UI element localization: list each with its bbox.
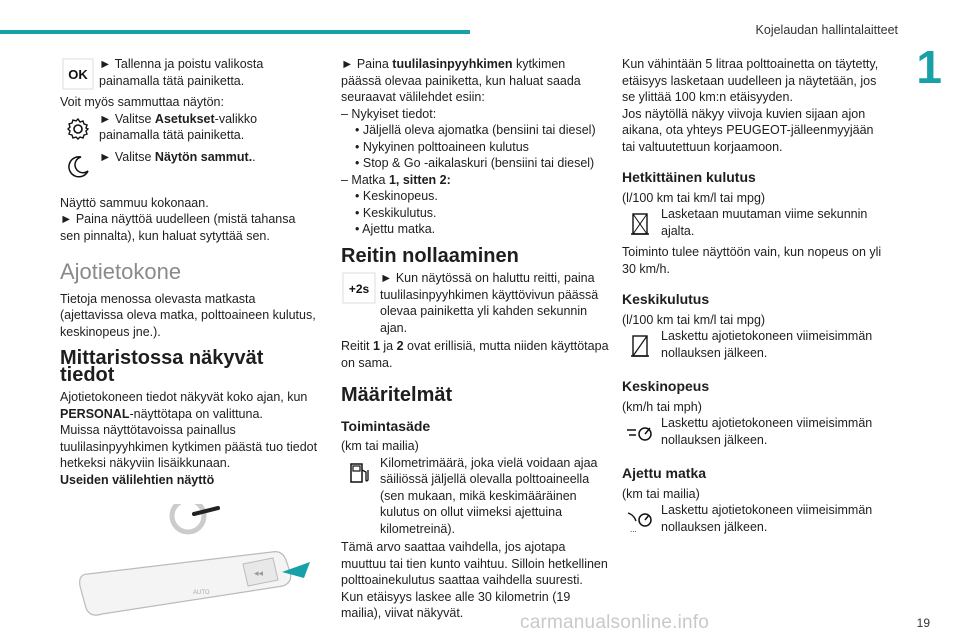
column-right — [622, 56, 890, 540]
average-consumption-icon — [622, 328, 658, 364]
avgcons-text: Laskettu ajotietokoneen viimeisimmän nollauksen jälkeen. — [661, 329, 873, 360]
screen-on-text: ► Paina näyttöä uudelleen (mistä tahansa sen pinnalta), kun haluat sytyttää sen. — [60, 212, 296, 243]
range-text: Kilometrimäärä, joka vielä voidaan ajaa säiliössä jäljellä olevalla polttoaineella (sen mukaan, mikä keskimääräinen kulutus on ollut viimeksi ajettuina kilometreinä). — [380, 455, 598, 536]
range-definition — [341, 455, 609, 538]
chapter-number: 1 — [916, 41, 942, 93]
refuel-text: Kun vähintään 5 litraa polttoainetta on täytetty, etäisyys lasketaan uudelleen ja näytetään, jos se ylittää 100 km:n etäisyyden. — [622, 57, 879, 104]
instrument-p3: Useiden välilehtien näyttö — [60, 472, 215, 487]
instrument-p1-post: -näyttötapa on valittuna. — [129, 406, 263, 421]
definitions-title: Määritelmät — [341, 384, 453, 406]
screen-bold: Näytön sammut. — [154, 149, 253, 164]
distance-travelled-icon — [622, 502, 658, 538]
avgspeed-definition — [622, 415, 890, 451]
trip-label-bold: 1, sitten 2: — [388, 172, 451, 187]
instant-unit: (l/100 km tai km/l tai mpg) — [622, 190, 766, 205]
press-post: kytkimen päässä olevaa painiketta, kun haluat saada seuraavat välilehdet esiin: — [341, 57, 581, 104]
column-middle — [341, 56, 609, 622]
instant-p2: Toiminto tulee näyttöön vain, kun nopeus on yli 30 km/h. — [622, 245, 882, 276]
instant-consumption-icon — [622, 206, 658, 242]
instant-consumption-title: Hetkittäinen kulutus — [622, 169, 756, 185]
settings-pre: ► Valitse — [99, 111, 155, 126]
average-speed-icon — [622, 415, 658, 451]
range-p3: Kun etäisyys laskee alle 30 kilometrin (19 mailia), viivat näkyvät. — [341, 589, 571, 620]
plus-2s-icon — [341, 270, 377, 306]
range-title: Toimintasäde — [341, 417, 431, 434]
reset-note-pre: Reitit — [341, 339, 373, 353]
svg-text:◂◂: ◂◂ — [254, 568, 264, 578]
ok-button-icon — [60, 56, 96, 92]
refuel-p2: Jos näytöllä näkyy viivoja kuvien sijaan ajon aikana, ota yhteys PEUGEOT-jälleenmyyjään tai valtuutettuun korjaamoon. — [622, 106, 874, 154]
avgcons-unit: (l/100 km tai km/l tai mpg) — [622, 312, 766, 327]
reset-note-post: ovat erillisiä, mutta niiden käyttötapa on sama. — [341, 339, 609, 370]
reset-instruction — [341, 270, 609, 336]
list-item: • Nykyinen polttoaineen kulutus — [355, 139, 529, 154]
list-item: • Ajettu matka. — [355, 222, 436, 236]
instrument-p1-pre: Ajotietokoneen tiedot näkyvät koko ajan, kun — [60, 390, 308, 404]
section-title-trip-computer: Ajotietokone — [60, 259, 182, 284]
distance-unit: (km tai mailia) — [622, 486, 700, 501]
screen-off-instruction — [60, 149, 318, 185]
column-left — [60, 56, 318, 624]
screen-post: . — [252, 149, 256, 164]
watermark: carmanualsonline.info — [520, 612, 710, 633]
avgspeed-unit: (km/h tai mph) — [622, 399, 702, 414]
page-header-title: Kojelaudan hallintalaitteet — [755, 23, 898, 37]
instant-definition — [622, 206, 890, 242]
settings-instruction — [60, 111, 318, 147]
ok-text: ► Tallenna ja poistu valikosta painamalla tätä painiketta. — [99, 57, 264, 88]
list-item: • Jäljellä oleva ajomatka (bensiini tai diesel) — [355, 123, 596, 137]
instrument-p1-bold: PERSONAL — [60, 406, 130, 421]
reset-note-b2: 2 — [396, 339, 404, 353]
list-item: • Keskinopeus. — [355, 189, 438, 203]
header-accent-bar — [0, 30, 470, 34]
svg-text:AUTO: AUTO — [193, 590, 210, 596]
range-p2: Tämä arvo saattaa vaihdella, jos ajotapa muuttuu tai tien kunto vaihtuu. Silloin hetkellinen polttoainekulutus saattaa vaihdella suuresti. — [341, 540, 608, 587]
turn-off-intro: Voit myös sammuttaa näytön: — [60, 95, 224, 109]
average-consumption-title: Keskikulutus — [622, 291, 710, 307]
reset-note-b1: 1 — [372, 339, 380, 353]
page-number: 19 — [916, 616, 930, 630]
instrument-p2: Muissa näyttötavoissa painallus tuulilasinpyyhkimen kytkimen päästä tuo tiedot hetkeksi näkyviin lisäikkunaan. — [60, 423, 318, 470]
reset-note-mid: ja — [379, 339, 397, 353]
trip-label-pre: – Matka — [341, 172, 389, 187]
fuel-pump-icon — [341, 455, 377, 491]
avgcons-definition — [622, 328, 890, 364]
current-data-label: – Nykyiset tiedot: — [341, 106, 437, 121]
svg-text:+2s: +2s — [348, 282, 370, 296]
press-bold: tuulilasinpyyhkimen — [392, 57, 513, 71]
range-unit: (km tai mailia) — [341, 439, 419, 453]
svg-text:OK: OK — [68, 67, 88, 82]
distance-definition — [622, 502, 890, 538]
reset-text: ► Kun näytössä on haluttu reitti, paina tuulilasinpyyhkimen käyttövivun päässä olevaa painiketta yli kahden sekunnin ajan. — [380, 271, 599, 335]
moon-icon — [60, 149, 96, 185]
avgspeed-text: Laskettu ajotietokoneen viimeisimmän nollauksen jälkeen. — [661, 416, 873, 447]
gear-icon — [60, 111, 96, 147]
trip-computer-intro: Tietoja menossa olevasta matkasta (ajettavissa oleva matka, polttoaineen kulutus, keskinopeus jne.). — [60, 291, 316, 339]
press-pre: ► Paina — [341, 57, 393, 71]
distance-text: Laskettu ajotietokoneen viimeisimmän nollauksen jälkeen. — [661, 503, 873, 534]
svg-text:...: ... — [630, 525, 637, 534]
ok-instruction — [60, 56, 318, 92]
list-item: • Keskikulutus. — [355, 205, 437, 220]
reset-trip-title: Reitin nollaaminen — [341, 244, 519, 267]
list-item: • Stop & Go -aikalaskuri (bensiini tai diesel) — [355, 156, 595, 170]
screen-pre: ► Valitse — [99, 149, 155, 164]
screen-off-text: Näyttö sammuu kokonaan. — [60, 195, 209, 210]
settings-post: -valikko painamalla tätä painiketta. — [99, 111, 258, 142]
distance-travelled-title: Ajettu matka — [622, 465, 707, 481]
average-speed-title: Keskinopeus — [622, 378, 710, 394]
instrument-display-title: Mittaristossa näkyvät tiedot — [60, 347, 264, 386]
instant-text: Lasketaan muutaman viime sekunnin ajalta. — [661, 207, 868, 238]
settings-bold: Asetukset — [154, 111, 215, 126]
wiper-stalk-illustration — [68, 504, 318, 624]
